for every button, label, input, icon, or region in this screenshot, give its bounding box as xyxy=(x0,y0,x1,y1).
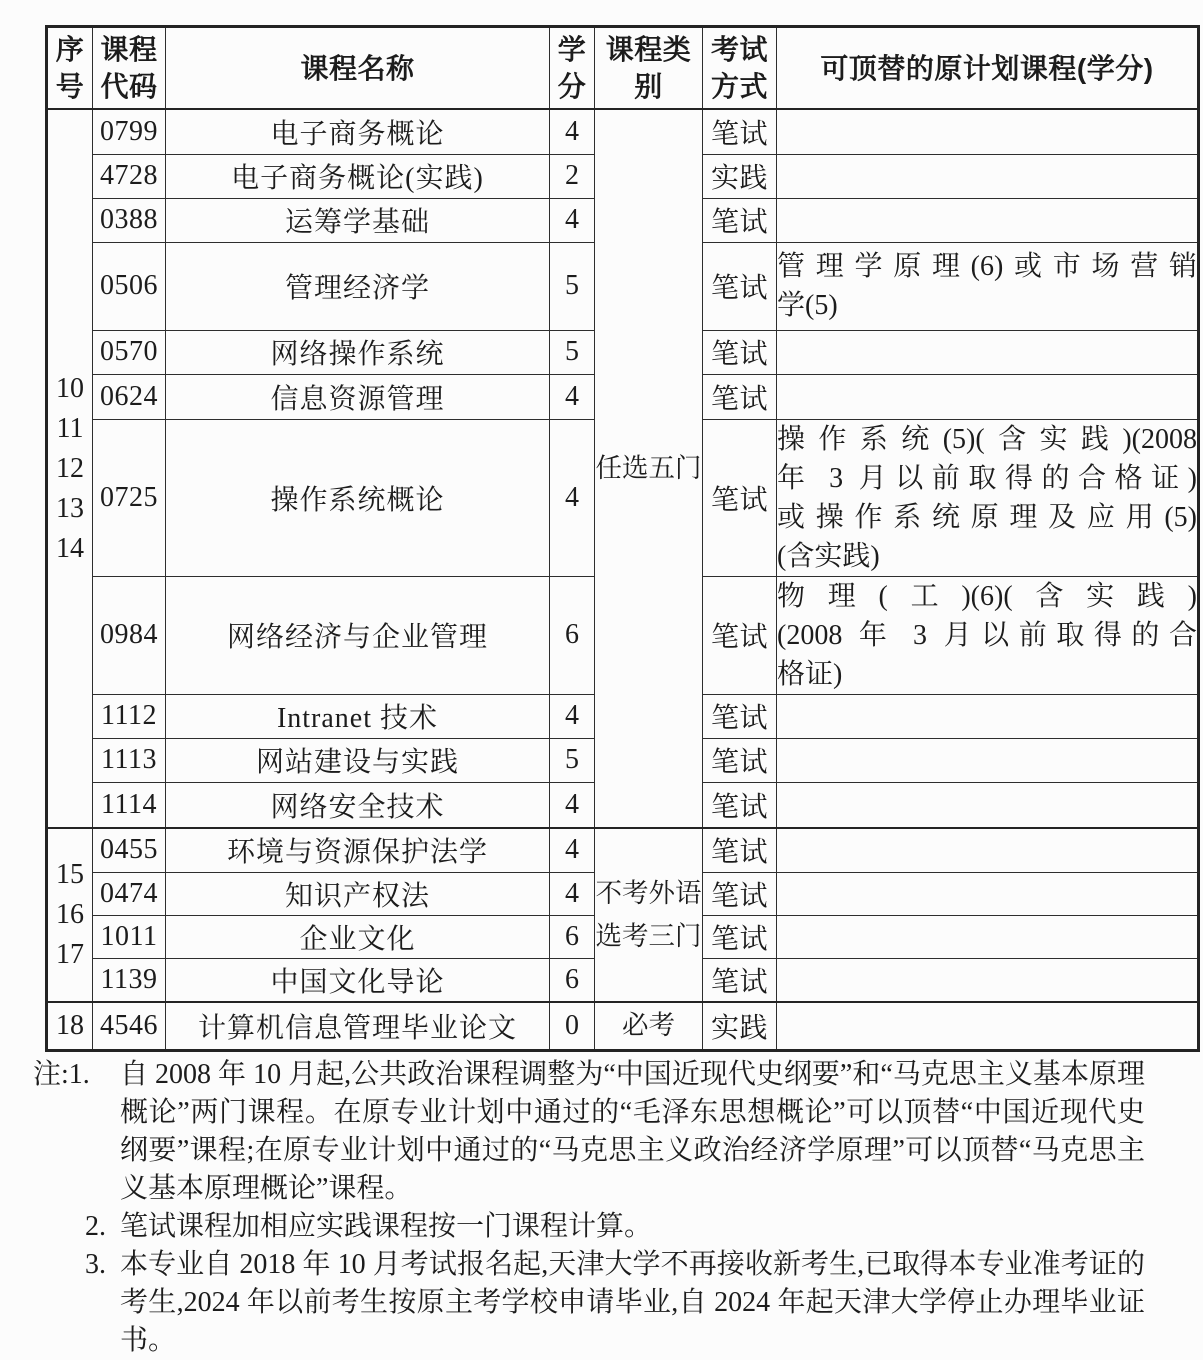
replaceable-course-cell xyxy=(777,782,1199,828)
note-item xyxy=(33,1056,1145,1208)
header-credits: 学分 xyxy=(550,27,595,110)
course-name-cell: 运筹学基础 xyxy=(166,198,550,242)
exam-method-cell: 笔试 xyxy=(703,782,777,828)
course-name-cell: 信息资源管理 xyxy=(166,374,550,419)
header-replaceable-courses: 可顶替的原计划课程(学分) xyxy=(777,27,1199,110)
replaceable-course-cell xyxy=(777,694,1199,738)
seq-number: 16 xyxy=(56,899,84,930)
header-seq: 序号 xyxy=(47,27,93,110)
seq-cell xyxy=(47,109,93,828)
seq-number: 13 xyxy=(56,492,84,524)
credits-cell: 4 xyxy=(550,828,595,872)
exam-method-cell: 笔试 xyxy=(703,198,777,242)
course-code-cell: 4546 xyxy=(93,1002,166,1050)
course-code-cell: 1011 xyxy=(93,915,166,958)
replaceable-course-text: 物理(工)(6)(含实践) xyxy=(777,580,1197,612)
category-cell: 必考 xyxy=(595,1002,703,1050)
exam-method-cell: 实践 xyxy=(703,154,777,198)
header-category: 课程类别 xyxy=(595,27,703,110)
exam-method-cell: 笔试 xyxy=(703,694,777,738)
replaceable-course-cell xyxy=(777,109,1199,154)
course-name-cell: 网站建设与实践 xyxy=(166,738,550,782)
note-text: 本专业自 2018 年 10 月考试报名起,天津大学不再接收新考生,已取得本专业准考证的考生,2024 年以前考生按原主考学校申请毕业,自 2024 年起天津大学停止办理毕业证书。 xyxy=(120,1249,1145,1356)
header-course-name: 课程名称 xyxy=(166,27,550,110)
course-code-cell: 0624 xyxy=(93,374,166,419)
replaceable-course-cell xyxy=(777,915,1199,958)
exam-method-cell: 实践 xyxy=(703,1002,777,1050)
course-row xyxy=(47,109,1199,154)
course-name-cell: 知识产权法 xyxy=(166,872,550,915)
seq-number: 10 xyxy=(56,372,84,404)
credits-cell: 4 xyxy=(550,374,595,419)
replaceable-course-text: 年 3 月以前取得的合格证) xyxy=(777,462,1197,494)
exam-method-cell: 笔试 xyxy=(703,242,777,330)
seq-cell xyxy=(47,828,93,1002)
note-item xyxy=(33,1246,1145,1360)
seq-number: 17 xyxy=(56,939,84,970)
credits-cell: 4 xyxy=(550,872,595,915)
category-cell: 不考外语选考三门 xyxy=(595,828,703,1002)
header-row xyxy=(47,27,1199,110)
course-code-cell: 0388 xyxy=(93,198,166,242)
note-label: 注:1. xyxy=(33,1059,90,1090)
credits-cell: 5 xyxy=(550,738,595,782)
note-text: 笔试课程加相应实践课程按一门课程计算。 xyxy=(120,1211,653,1242)
replaceable-course-cell xyxy=(777,828,1199,872)
course-name-cell: 操作系统概论 xyxy=(166,419,550,576)
course-name-cell: 环境与资源保护法学 xyxy=(166,828,550,872)
course-name-cell: 网络经济与企业管理 xyxy=(166,576,550,694)
category-cell: 任选五门 xyxy=(595,109,703,828)
replaceable-course-text: 操作系统(5)(含实践)(2008 xyxy=(777,423,1197,455)
replaceable-course-text: 或操作系统原理及应用(5) xyxy=(777,501,1197,533)
course-code-cell: 0506 xyxy=(93,242,166,330)
replaceable-course-cell xyxy=(777,738,1199,782)
notes-section xyxy=(33,1056,1145,1360)
course-row xyxy=(47,1002,1199,1050)
credits-cell: 6 xyxy=(550,576,595,694)
credits-cell: 5 xyxy=(550,242,595,330)
course-table-body xyxy=(47,109,1199,1050)
replaceable-course-text: 管理学原理(6)或市场营销 xyxy=(777,251,1197,282)
replaceable-course-cell xyxy=(777,1002,1199,1050)
seq-number: 12 xyxy=(56,452,84,484)
replaceable-course-text: (含实践) xyxy=(777,540,880,572)
replaceable-course-cell xyxy=(777,374,1199,419)
exam-method-cell: 笔试 xyxy=(703,738,777,782)
exam-method-cell: 笔试 xyxy=(703,374,777,419)
credits-cell: 4 xyxy=(550,694,595,738)
credits-cell: 4 xyxy=(550,782,595,828)
note-item xyxy=(33,1208,1145,1246)
exam-method-cell: 笔试 xyxy=(703,958,777,1002)
replaceable-course-text: 学(5) xyxy=(777,290,838,321)
course-name-cell: 网络安全技术 xyxy=(166,782,550,828)
replaceable-course-cell xyxy=(777,576,1199,694)
course-row xyxy=(47,828,1199,872)
header-course-code: 课程代码 xyxy=(93,27,166,110)
course-name-cell: 网络操作系统 xyxy=(166,330,550,374)
course-plan-table xyxy=(45,25,1200,1052)
replaceable-course-text: (2008 年 3 月以前取得的合 xyxy=(777,619,1197,651)
header-exam-method: 考试方式 xyxy=(703,27,777,110)
seq-number: 15 xyxy=(56,859,84,890)
course-code-cell: 0984 xyxy=(93,576,166,694)
exam-method-cell: 笔试 xyxy=(703,419,777,576)
course-code-cell: 0799 xyxy=(93,109,166,154)
credits-cell: 2 xyxy=(550,154,595,198)
course-code-cell: 0725 xyxy=(93,419,166,576)
exam-method-cell: 笔试 xyxy=(703,872,777,915)
course-code-cell: 1113 xyxy=(93,738,166,782)
course-code-cell: 1114 xyxy=(93,782,166,828)
replaceable-course-cell xyxy=(777,419,1199,576)
course-name-cell: 计算机信息管理毕业论文 xyxy=(166,1002,550,1050)
seq-cell xyxy=(47,1002,93,1050)
note-text: 自 2008 年 10 月起,公共政治课程调整为“中国近现代史纲要”和“马克思主义基本原理概论”两门课程。在原专业计划中通过的“毛泽东思想概论”可以顶替“中国近现代史纲要”课程;在原专业计划中通过的“马克思主义政治经济学原理”可以顶替“马克思主义基本原理概论”课程。 xyxy=(120,1059,1145,1204)
exam-method-cell: 笔试 xyxy=(703,915,777,958)
course-name-cell: 中国文化导论 xyxy=(166,958,550,1002)
exam-method-cell: 笔试 xyxy=(703,576,777,694)
replaceable-course-text: 格证) xyxy=(777,658,843,690)
replaceable-course-cell xyxy=(777,330,1199,374)
credits-cell: 6 xyxy=(550,958,595,1002)
course-code-cell: 1139 xyxy=(93,958,166,1002)
course-name-cell: 管理经济学 xyxy=(166,242,550,330)
course-code-cell: 4728 xyxy=(93,154,166,198)
seq-number: 14 xyxy=(56,532,84,564)
replaceable-course-cell xyxy=(777,242,1199,330)
course-name-cell: 企业文化 xyxy=(166,915,550,958)
exam-method-cell: 笔试 xyxy=(703,330,777,374)
exam-method-cell: 笔试 xyxy=(703,828,777,872)
replaceable-course-cell xyxy=(777,872,1199,915)
course-name-cell: 电子商务概论(实践) xyxy=(166,154,550,198)
course-code-cell: 0570 xyxy=(93,330,166,374)
note-label: 3. xyxy=(85,1249,106,1280)
course-code-cell: 0474 xyxy=(93,872,166,915)
credits-cell: 4 xyxy=(550,109,595,154)
course-code-cell: 0455 xyxy=(93,828,166,872)
credits-cell: 0 xyxy=(550,1002,595,1050)
credits-cell: 6 xyxy=(550,915,595,958)
credits-cell: 5 xyxy=(550,330,595,374)
course-name-cell: Intranet 技术 xyxy=(166,694,550,738)
replaceable-course-cell xyxy=(777,154,1199,198)
seq-number: 11 xyxy=(56,412,84,444)
credits-cell: 4 xyxy=(550,198,595,242)
credits-cell: 4 xyxy=(550,419,595,576)
seq-number: 18 xyxy=(56,1009,84,1041)
note-label: 2. xyxy=(85,1211,106,1242)
table-header xyxy=(47,27,1199,110)
course-code-cell: 1112 xyxy=(93,694,166,738)
exam-method-cell: 笔试 xyxy=(703,109,777,154)
replaceable-course-cell xyxy=(777,958,1199,1002)
replaceable-course-cell xyxy=(777,198,1199,242)
course-name-cell: 电子商务概论 xyxy=(166,109,550,154)
